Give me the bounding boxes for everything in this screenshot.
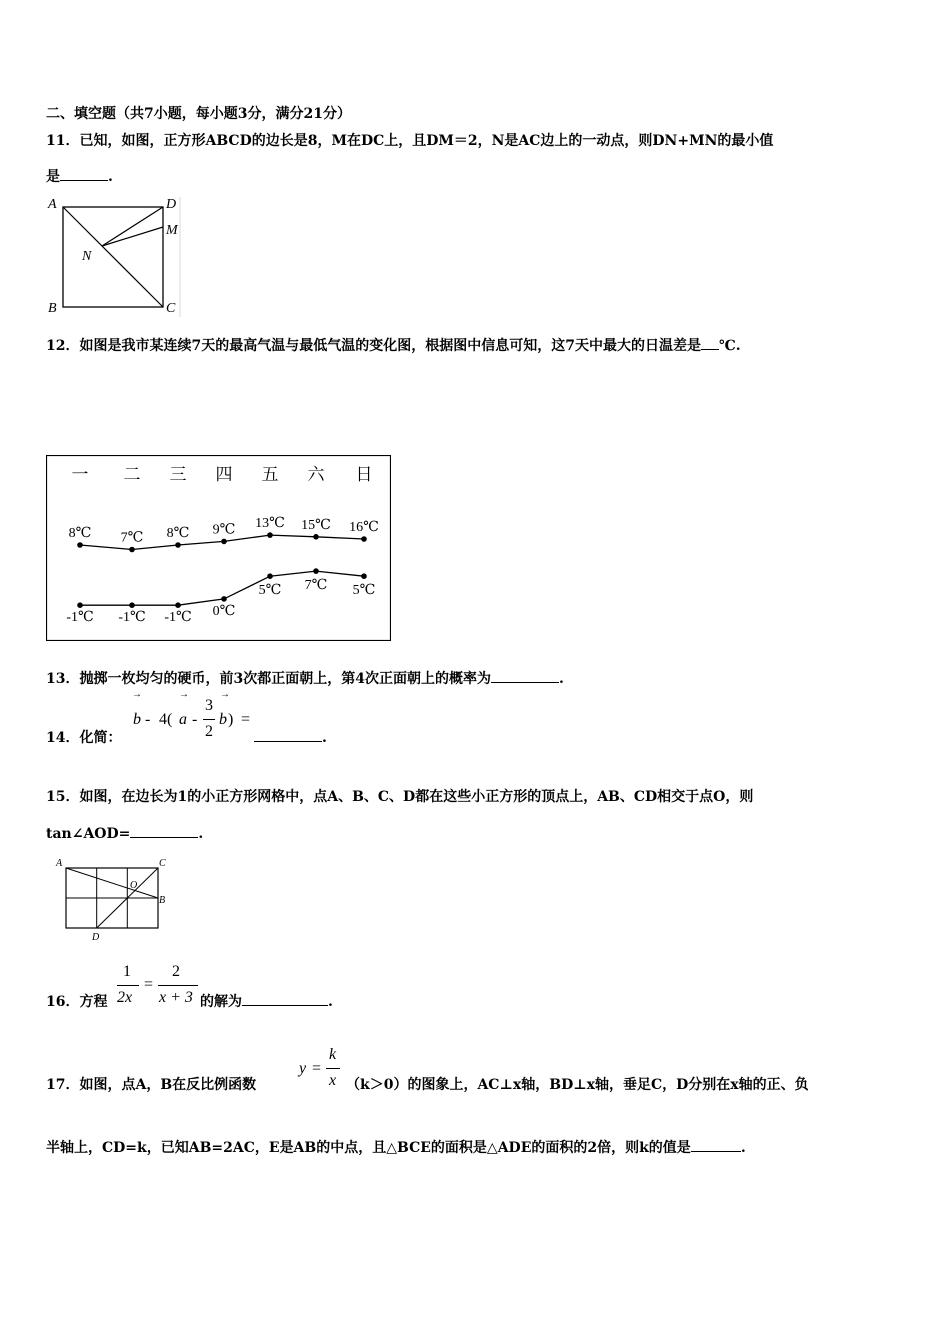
q15-grid-figure xyxy=(52,855,177,945)
q14-b2: b xyxy=(219,711,227,728)
q17-den: x xyxy=(329,1072,337,1089)
high-temp-point-5 xyxy=(267,532,273,538)
q14-close: ) xyxy=(228,711,234,728)
low-temp-label-6: 7℃ xyxy=(304,578,328,594)
q14-minus-2: - xyxy=(192,711,198,728)
high-temp-label-3: 8℃ xyxy=(166,526,190,541)
q14-a: a xyxy=(179,711,187,728)
high-temp-label-2: 7℃ xyxy=(120,530,144,546)
q15-label-c: C xyxy=(159,858,166,869)
day-label-6: 六 xyxy=(307,465,325,484)
low-temp-point-3 xyxy=(175,602,181,608)
q15-text-2: tan∠AOD= xyxy=(46,826,131,842)
high-temp-point-3 xyxy=(175,542,181,548)
low-temp-label-7: 5℃ xyxy=(352,583,376,599)
q16-eq: = xyxy=(144,976,154,993)
q14-arrow-1: → xyxy=(132,689,142,700)
q15-label-b: B xyxy=(159,895,166,906)
high-temp-label-1: 8℃ xyxy=(68,526,92,541)
q16-num-1: 1 xyxy=(123,963,131,980)
q17-y: y xyxy=(299,1060,307,1077)
q14-answer xyxy=(254,727,327,746)
q17-blank xyxy=(691,1137,741,1152)
high-temp-point-1 xyxy=(77,542,83,548)
day-label-5: 五 xyxy=(261,465,279,484)
q17-text-2: 半轴上，CD=k，已知AB=2AC，E是AB的中点，且△BCE的面积是△ADE的面积的2倍，则k的值是 xyxy=(46,1140,691,1156)
q14-expression xyxy=(131,689,256,745)
q14-frac-bar xyxy=(203,719,215,720)
high-temp-point-7 xyxy=(361,536,367,542)
q15-label-a: A xyxy=(56,858,63,869)
low-temp-label-2: -1℃ xyxy=(118,610,146,626)
q11-answer-line xyxy=(46,166,113,186)
high-temp-label-4: 9℃ xyxy=(212,522,236,538)
q12-text-line xyxy=(46,335,741,355)
q17-eq: = xyxy=(312,1060,322,1077)
low-temp-point-6 xyxy=(313,568,319,574)
q15-label-d: D xyxy=(92,932,100,943)
day-label-4: 四 xyxy=(215,465,233,484)
q13-text: 13．抛掷一枚均匀的硬币，前3次都正面朝上，第4次正面朝上的概率为 xyxy=(46,671,491,687)
low-temp-label-5: 5℃ xyxy=(258,583,282,599)
low-temp-point-1 xyxy=(77,602,83,608)
q14-minus-1: - xyxy=(145,711,151,728)
q16-blank xyxy=(242,991,328,1006)
q16-after: 的解为 xyxy=(200,994,242,1010)
q14-blank xyxy=(254,727,322,742)
low-temp-point-5 xyxy=(267,573,273,579)
q14-arrow-3: → xyxy=(220,689,230,700)
q12-blank xyxy=(701,335,719,350)
q16-den-2: x + 3 xyxy=(159,989,193,1006)
q12-temperature-chart xyxy=(46,455,391,641)
high-temp-label-6: 15℃ xyxy=(301,517,331,533)
q15-text: 15．如图，在边长为1的小正方形网格中，点A、B、C、D都在这些小正方形的顶点上，AB、CD相交于点O，则 xyxy=(46,789,754,805)
day-label-2: 二 xyxy=(123,465,141,484)
q12-text: 12．如图是我市某连续7天的最高气温与最低气温的变化图，根据图中信息可知，这7天中最大的日温差是 xyxy=(46,338,701,354)
q16-num-2: 2 xyxy=(172,963,180,980)
low-temp-label-3: -1℃ xyxy=(164,610,192,626)
q17-text-1b: （k＞0）的图象上，AC⊥x轴，BD⊥x轴，垂足C，D分别在x轴的正、负 xyxy=(346,1077,809,1093)
q14-arrow-2: → xyxy=(179,689,189,700)
day-label-1: 一 xyxy=(71,465,89,484)
q11-square-figure xyxy=(44,192,194,317)
q14-end: . xyxy=(322,730,327,746)
low-temp-point-2 xyxy=(129,602,135,608)
q14-label: 14．化简： xyxy=(46,730,122,746)
q15-answer-line xyxy=(46,823,203,842)
q17-text-1a: 17．如图，点A，B在反比例函数 xyxy=(46,1077,257,1093)
q14-frac-num: 3 xyxy=(205,697,213,714)
q11-label-n: N xyxy=(82,249,92,264)
q13-text-line xyxy=(46,668,564,688)
q11-end: . xyxy=(108,169,113,185)
low-temp-point-7 xyxy=(361,573,367,579)
q11-label-m: M xyxy=(166,223,178,238)
q15-blank xyxy=(130,823,198,838)
q16-bar-1 xyxy=(117,985,139,986)
q14-four: 4( xyxy=(159,711,173,728)
q16-end: . xyxy=(328,994,333,1010)
q11-label-b: B xyxy=(48,301,57,316)
q17-num: k xyxy=(329,1046,337,1063)
q13-end: . xyxy=(558,671,564,687)
q16-label: 16．方程 xyxy=(46,994,108,1010)
high-temp-point-4 xyxy=(221,539,227,545)
q16-equation xyxy=(116,963,200,1011)
day-label-3: 三 xyxy=(169,465,187,484)
q17-answer-line xyxy=(46,1137,746,1157)
q17-bar xyxy=(326,1068,340,1069)
q11-label-c: C xyxy=(166,301,176,316)
q16-den-1: 2x xyxy=(117,989,133,1006)
q11-label-a: A xyxy=(48,197,57,212)
q14-b1: b xyxy=(133,711,141,728)
q14-eq: = xyxy=(241,711,251,728)
q17-function xyxy=(296,1046,344,1096)
q11-text: 11．已知，如图，正方形ABCD的边长是8，M在DC上，且DM＝2，N是AC边上的一动点，则DN+MN的最小值 xyxy=(46,133,774,149)
q13-blank xyxy=(491,668,559,683)
q15-end: . xyxy=(198,826,204,842)
q11-blank xyxy=(60,166,108,181)
low-temp-point-4 xyxy=(221,596,227,602)
low-temp-label-4: 0℃ xyxy=(212,603,236,619)
q16-answer xyxy=(200,991,333,1011)
q16-bar-2 xyxy=(158,985,198,986)
low-temp-label-1: -1℃ xyxy=(66,610,94,626)
q14-frac-den: 2 xyxy=(205,723,213,740)
high-temp-label-7: 16℃ xyxy=(349,520,379,535)
high-temp-label-5: 13℃ xyxy=(255,516,285,532)
q17-end: . xyxy=(740,1140,746,1156)
section-title: 二、填空题（共7小题，每小题3分，满分21分） xyxy=(46,106,351,122)
q12-end: ℃. xyxy=(718,338,741,354)
q15-label-o: O xyxy=(130,880,138,891)
high-temp-point-2 xyxy=(129,547,135,553)
q11-label-d: D xyxy=(166,197,177,212)
day-label-7: 日 xyxy=(355,465,373,484)
high-temp-point-6 xyxy=(313,534,319,540)
q11-text-2: 是 xyxy=(46,169,60,185)
